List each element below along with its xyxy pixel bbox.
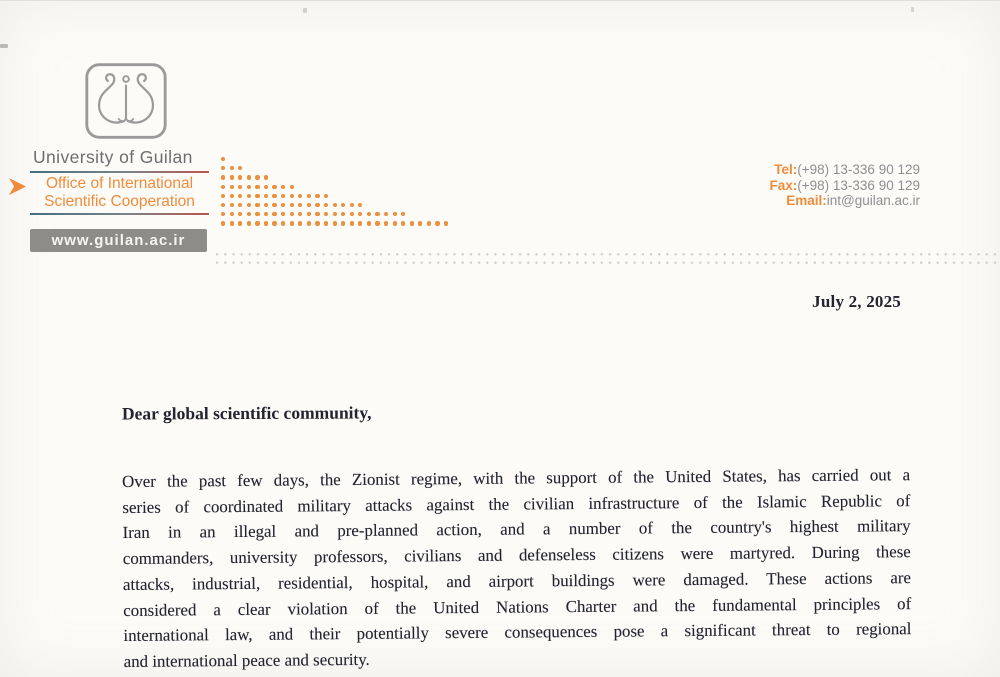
fax-label: Fax:: [769, 177, 798, 193]
office-name: [30, 175, 209, 211]
website-badge: www.guilan.ac.ir: [30, 229, 207, 252]
contact-tel: [770, 162, 921, 178]
body-line: attacks, industrial, residential, hospital, and airport buildings were damaged. These actions are: [122, 567, 912, 594]
email-label: Email:: [786, 193, 827, 208]
body-line: commanders, university professors, civilians and defenseless citizens were martyred. During these: [122, 542, 911, 569]
university-name: University of Guilan: [33, 147, 193, 167]
divider-rule-top: [30, 171, 209, 173]
body-line: Over the past few days, the Zionist regime, with the support of the United States, has carried out a: [122, 465, 911, 491]
email-value: int@guilan.ac.ir: [826, 193, 920, 208]
tel-value: (+98) 13-336 90 129: [797, 162, 920, 177]
contact-fax: [770, 178, 921, 194]
contact-email: [770, 193, 921, 209]
body-line: international law, and their potentially severe consequences pose a significant threat to regional: [123, 619, 912, 646]
dots-triangle-decoration: [221, 157, 453, 231]
university-emblem-icon: [83, 61, 169, 141]
body-line: series of coordinated military attacks against the civilian infrastructure of the Islamic Republic of: [122, 490, 911, 517]
contact-block: [770, 162, 921, 209]
letter-date: July 2, 2025: [812, 292, 901, 311]
divider-rule-bottom: [30, 213, 209, 215]
body-line: Iran in an illegal and pre-planned action, and a number of the country's highest military: [122, 516, 911, 543]
body-line: and international peace and security.: [123, 649, 370, 671]
tel-label: Tel:: [774, 162, 798, 177]
office-name-line2: Scientific Cooperation: [44, 193, 195, 210]
scan-speck: [303, 8, 307, 13]
letter-body: [122, 462, 912, 674]
chevron-right-icon: [9, 178, 26, 195]
scan-speck: [0, 44, 8, 48]
body-line: considered a clear violation of the United Nations Charter and the fundamental principles of: [123, 593, 912, 620]
scan-speck: [911, 7, 914, 12]
fax-value: (+98) 13-336 90 129: [797, 177, 920, 193]
office-name-line1: Office of International: [45, 175, 194, 192]
dotted-separator: [213, 250, 1000, 265]
salutation: Dear global scientific community,: [121, 402, 372, 424]
